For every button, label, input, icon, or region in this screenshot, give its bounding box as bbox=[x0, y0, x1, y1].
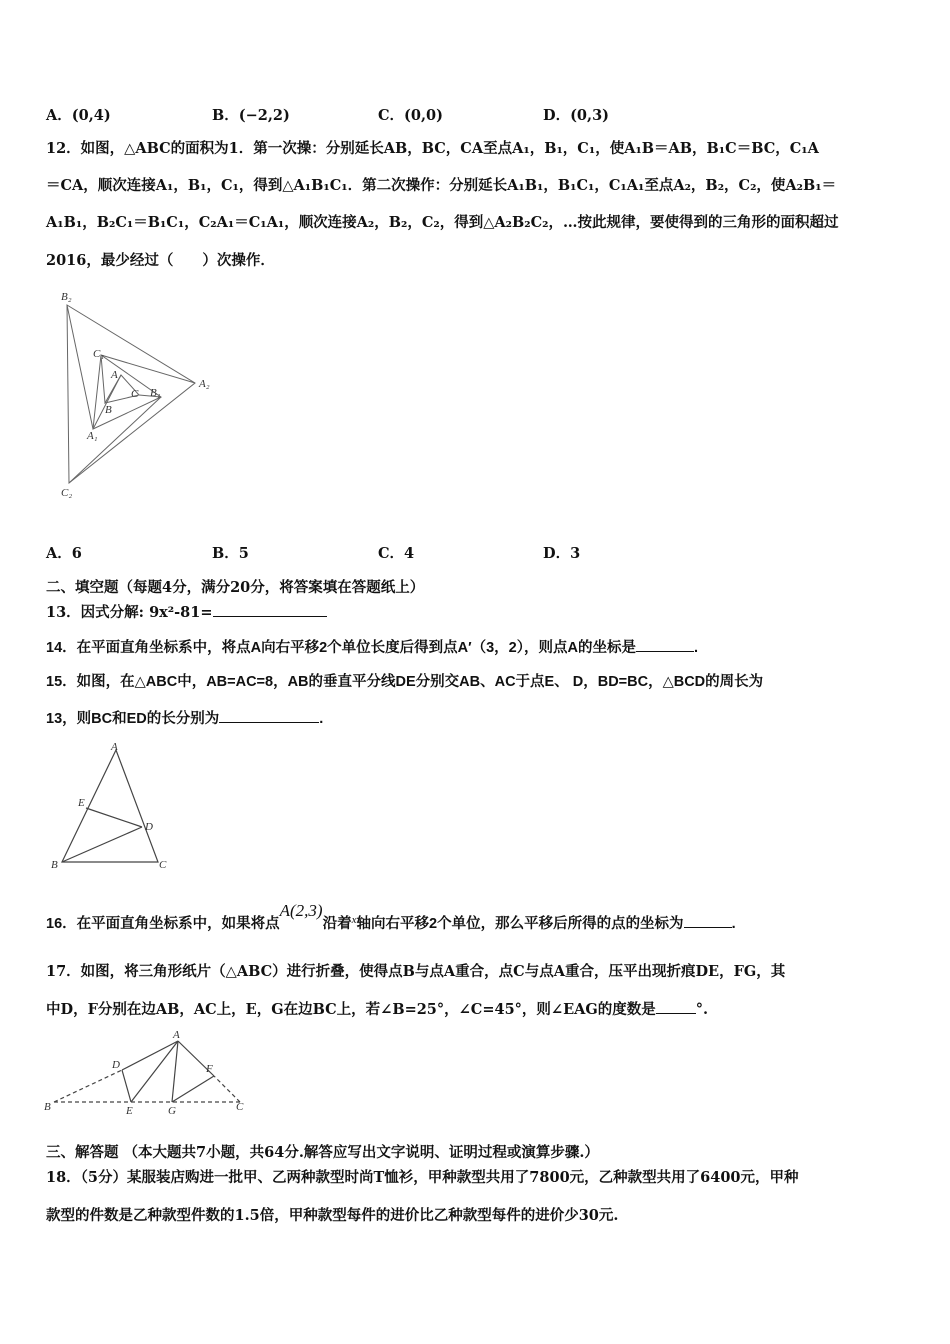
q15-line-2 bbox=[46, 707, 323, 728]
q16-pre: 16．在平面直角坐标系中，如果将点 bbox=[46, 916, 280, 932]
label-c: C bbox=[159, 859, 167, 871]
q15-end: . bbox=[319, 711, 324, 727]
label-a2: A₂ bbox=[199, 378, 210, 390]
q17-line-2 bbox=[46, 998, 708, 1019]
q12-option-a: A．6 bbox=[46, 545, 82, 562]
label-d: D bbox=[112, 1059, 120, 1071]
q12-line-4: 2016，最少经过（ ）次操作． bbox=[46, 252, 275, 269]
q15-line-1: 15．如图，在△ABC中，AB=AC=8，AB的垂直平分线DE分别交AB、AC于点E、 D，BD=BC，△BCD的周长为 bbox=[46, 674, 764, 690]
label-a: A bbox=[111, 369, 118, 381]
label-c1: C₁ bbox=[93, 348, 105, 360]
q18-line-1: 18．（5分）某服装店购进一批甲、乙两种款型时尚T恤衫，甲种款型共用了7800元，乙种款型共用了6400元，甲种 bbox=[46, 1169, 799, 1186]
q11-option-c: C．(0,0) bbox=[378, 107, 443, 124]
q16-axis: x bbox=[351, 914, 357, 926]
q16 bbox=[46, 901, 736, 933]
label-b: B bbox=[44, 1101, 51, 1113]
q11-option-b: B．(−2,2) bbox=[212, 107, 290, 124]
label-e: E bbox=[78, 797, 85, 809]
section-2-heading: 二、填空题（每题4分，满分20分，将答案填在答题纸上） bbox=[46, 579, 425, 596]
q16-answer-blank bbox=[684, 913, 732, 928]
q13-answer-blank bbox=[213, 602, 327, 617]
q14 bbox=[46, 636, 698, 657]
section-3-heading: 三、解答题 （本大题共7小题，共64分.解答应写出文字说明、证明过程或演算步骤.） bbox=[46, 1144, 599, 1161]
q11-option-d: D．(0,3) bbox=[543, 107, 610, 124]
q12-line-1: 12．如图，△ABC的面积为1．第一次操：分别延长AB，BC，CA至点A₁，B₁，C₁，使A₁B＝AB，B₁C＝BC，C₁A bbox=[46, 140, 819, 157]
q14-text: 14．在平面直角坐标系中，将点A向右平移2个单位长度后得到点A′（3，2），则点A的坐标是 bbox=[46, 640, 636, 656]
label-c: C bbox=[131, 388, 139, 400]
q15-line-2-text: 13，则BC和ED的长分别为 bbox=[46, 711, 220, 727]
label-c: C bbox=[236, 1101, 244, 1113]
label-d: D bbox=[145, 821, 153, 833]
label-f: F bbox=[206, 1063, 213, 1075]
q12-triangle-figure bbox=[55, 285, 225, 500]
label-c2: C₂ bbox=[61, 487, 73, 499]
q17-line-1: 17．如图，将三角形纸片（△ABC）进行折叠，使得点B与点A重合，点C与点A重合，压平出现折痕DE，FG，其 bbox=[46, 963, 786, 980]
label-b: B bbox=[105, 404, 112, 416]
q15-answer-blank bbox=[219, 708, 319, 723]
q15-triangle-figure bbox=[48, 740, 178, 872]
q11-option-a: A．(0,4) bbox=[46, 107, 111, 124]
q17-fold-figure bbox=[42, 1024, 257, 1116]
label-e: E bbox=[126, 1105, 133, 1116]
label-a: A bbox=[173, 1029, 180, 1041]
q16-mid: 沿着 bbox=[322, 916, 352, 932]
q14-answer-blank bbox=[636, 637, 694, 652]
q16-post: 轴向右平移2个单位，那么平移后所得的点的坐标为 bbox=[356, 916, 684, 932]
label-g: G bbox=[168, 1105, 176, 1116]
q14-end: . bbox=[693, 640, 698, 656]
label-b1: B₁ bbox=[150, 387, 161, 399]
label-a1: A₁ bbox=[87, 430, 98, 442]
q16-end: . bbox=[731, 916, 736, 932]
q16-point: A(2,3) bbox=[279, 901, 323, 920]
q17-answer-blank bbox=[656, 999, 696, 1014]
q17-line-2-text: 中D，F分别在边AB，AC上，E，G在边BC上，若∠B=25°，∠C=45°，则∠EAG的度数是 bbox=[46, 1001, 656, 1018]
label-b2: B₂ bbox=[61, 291, 72, 303]
q12-option-b: B．5 bbox=[212, 545, 249, 562]
label-a: A bbox=[111, 741, 118, 753]
q12-option-d: D．3 bbox=[543, 545, 581, 562]
q12-option-c: C．4 bbox=[378, 545, 415, 562]
q18-line-2: 款型的件数是乙种款型件数的1.5倍，甲种款型每件的进价比乙种款型每件的进价少30元. bbox=[46, 1207, 619, 1224]
q13 bbox=[46, 601, 327, 622]
q17-end: °. bbox=[695, 1001, 709, 1018]
label-b: B bbox=[51, 859, 58, 871]
q12-line-2: ＝CA，顺次连接A₁，B₁，C₁，得到△A₁B₁C₁．第二次操作：分别延长A₁B₁，B₁C₁，C₁A₁至点A₂，B₂，C₂，使A₂B₁＝ bbox=[46, 177, 837, 194]
q12-line-3: A₁B₁，B₂C₁＝B₁C₁，C₂A₁＝C₁A₁，顺次连接A₂，B₂，C₂，得到△A₂B₂C₂，…按此规律，要使得到的三角形的面积超过 bbox=[46, 214, 839, 231]
q13-text: 13．因式分解: 9x²-81= bbox=[46, 604, 213, 621]
